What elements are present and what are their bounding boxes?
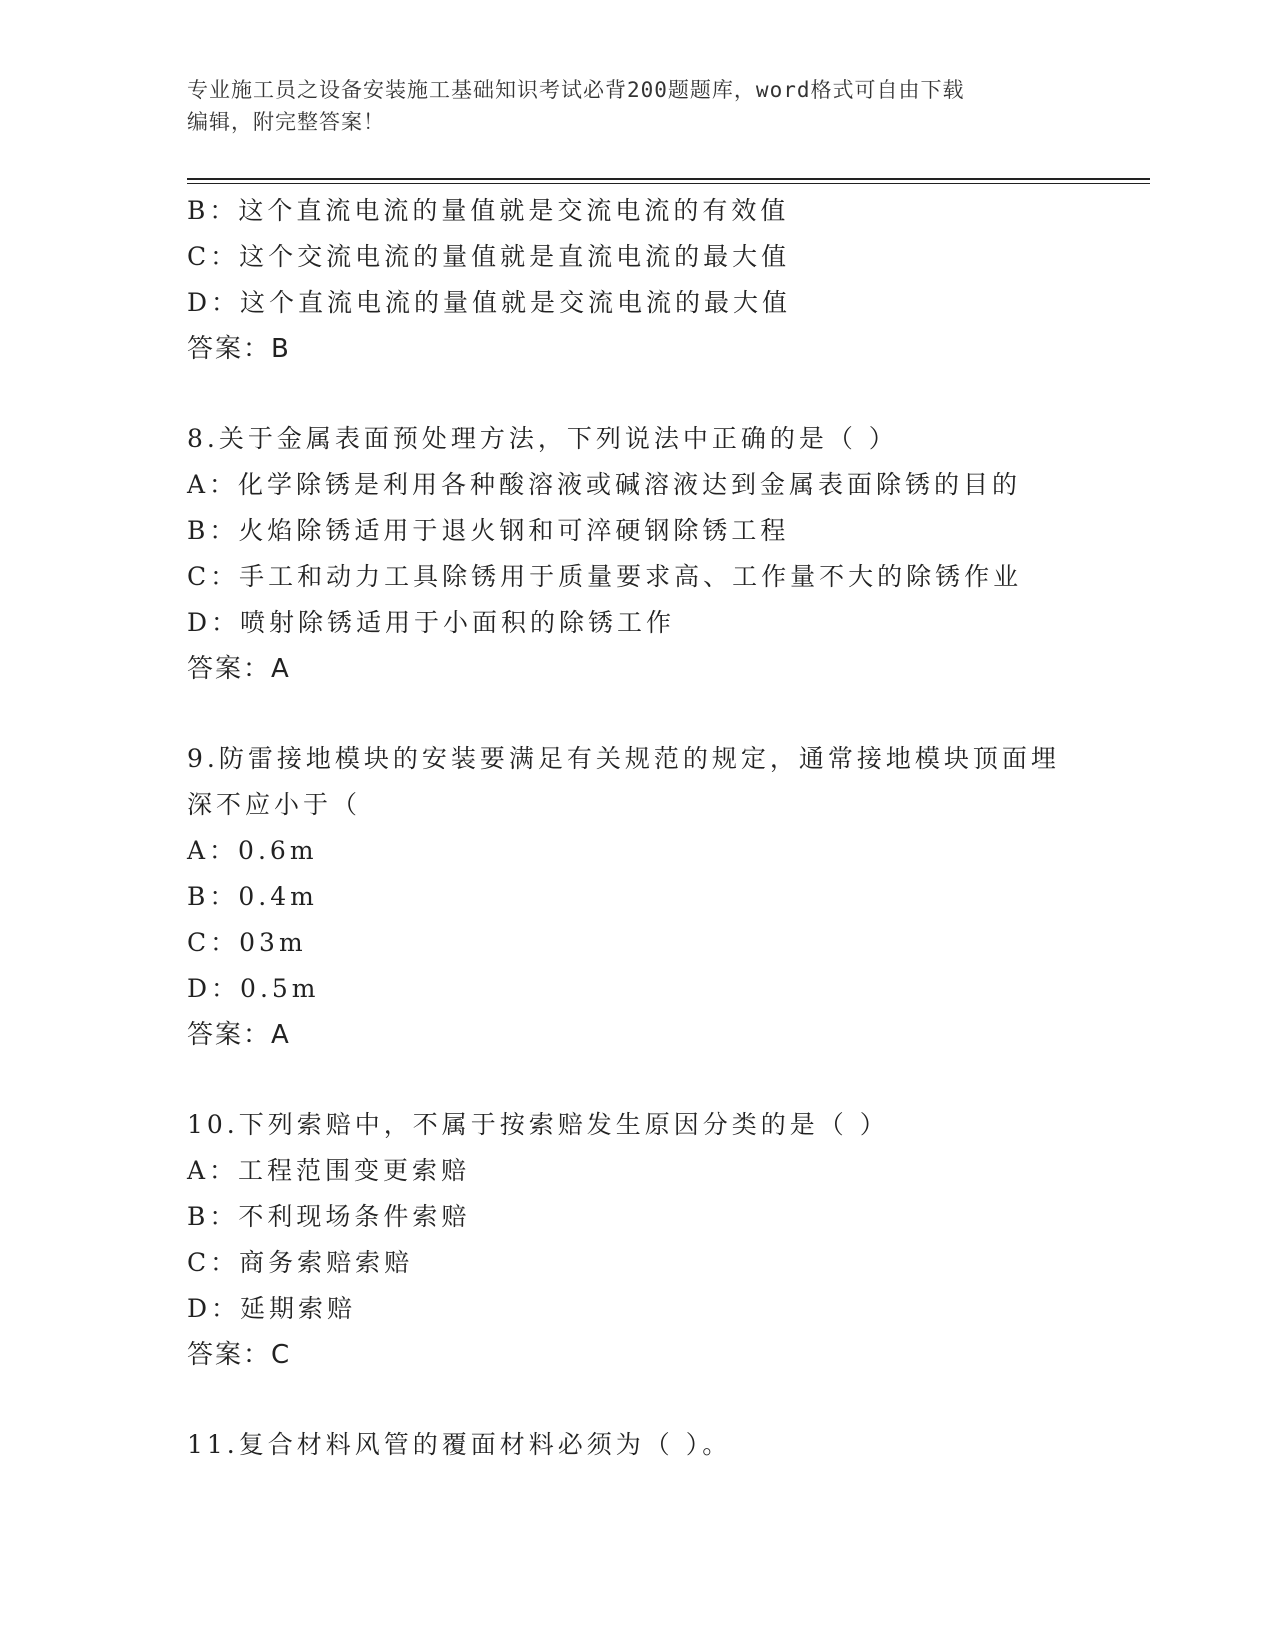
question-8	[187, 416, 1147, 692]
option: D：这个直流电流的量值就是交流电流的最大值	[187, 288, 792, 317]
option: B：不利现场条件索赔	[187, 1202, 471, 1231]
option: A：工程范围变更索赔	[187, 1156, 471, 1185]
answer: 答案：A	[187, 1020, 291, 1050]
answer: 答案：B	[187, 334, 291, 364]
question-9	[187, 736, 1147, 1058]
option: C：03m	[187, 928, 307, 957]
question-stem: 9.防雷接地模块的安装要满足有关规范的规定，通常接地模块顶面埋	[187, 744, 1060, 773]
header-divider-thin	[187, 183, 1150, 184]
question-stem-continued: 深不应小于（	[187, 790, 362, 819]
answer: 答案：C	[187, 1340, 292, 1370]
option: A：化学除锈是利用各种酸溶液或碱溶液达到金属表面除锈的目的	[187, 470, 1022, 499]
option: B：这个直流电流的量值就是交流电流的有效值	[187, 196, 790, 225]
question-11	[187, 1422, 1147, 1468]
option: C：手工和动力工具除锈用于质量要求高、工作量不大的除锈作业	[187, 562, 1023, 591]
option: C：这个交流电流的量值就是直流电流的最大值	[187, 242, 791, 271]
option: D：延期索赔	[187, 1294, 357, 1323]
header-divider-thick	[187, 178, 1150, 180]
question-10	[187, 1102, 1147, 1378]
question-stem: 8.关于金属表面预处理方法，下列说法中正确的是（ ）	[187, 424, 898, 453]
question-stem: 11.复合材料风管的覆面材料必须为（ ）。	[187, 1430, 732, 1459]
answer: 答案：A	[187, 654, 291, 684]
question-list	[187, 188, 1147, 1468]
header-line-2: 编辑，附完整答案！	[187, 110, 385, 134]
option: B：火焰除锈适用于退火钢和可淬硬钢除锈工程	[187, 516, 790, 545]
option: C：商务索赔索赔	[187, 1248, 414, 1277]
option: B：0.4m	[187, 882, 318, 911]
option: D：0.5m	[187, 974, 320, 1003]
question-partial	[187, 188, 1147, 372]
option: D：喷射除锈适用于小面积的除锈工作	[187, 608, 676, 637]
document-header	[187, 74, 1067, 138]
question-stem: 10.下列索赔中，不属于按索赔发生原因分类的是（ ）	[187, 1110, 889, 1139]
header-line-1: 专业施工员之设备安装施工基础知识考试必背200题题库，word格式可自由下载	[187, 78, 965, 102]
option: A：0.6m	[187, 836, 318, 865]
